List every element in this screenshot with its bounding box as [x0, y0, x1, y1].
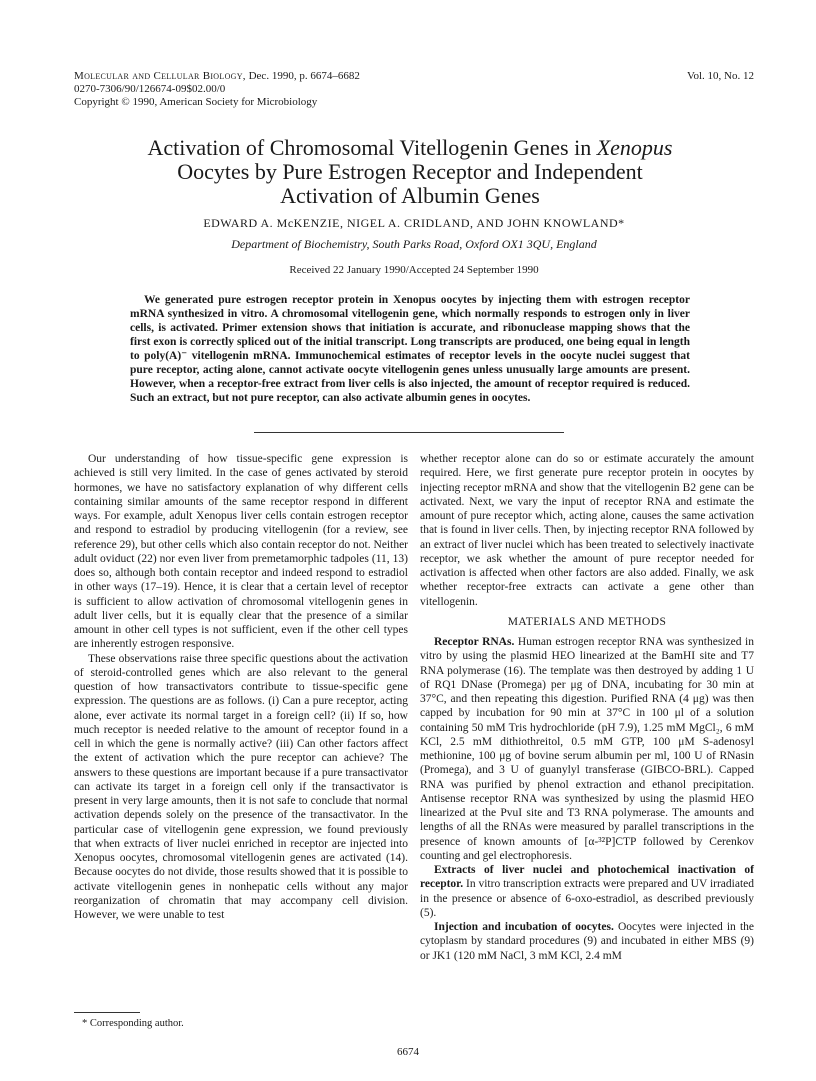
- journal-name: Molecular and Cellular Biology,: [74, 70, 246, 82]
- run-in-heading: Injection and incubation of oocytes.: [434, 921, 614, 933]
- paragraph: These observations raise three specific questions about the activation of steroid-controlled genes which are also relevant to the general question of how transactivators contribute to tissue-specific gene expression. The questions are as follows. (i) Can a pure receptor, acting alone, ever activate its normal target in a foreign cell? (ii) If so, how much receptor is needed relative to the amount of receptor found in a cell in which the gene is normally active? (iii) Can other factors affect the extent of activation which the pure receptor can achieve? The answers to these questions are important because if a pure transactivator can activate its target in a foreign cell only if the transactivator is present in very large amounts, then it is not safe to conclude that normal activation depends solely on the presence of the transactivator. In the particular case of vitellogenin gene expression, we found previously that when extracts of liver nuclei enriched in receptor are injected into Xenopus oocytes, chromosomal vitellogenin genes are activated (14). Because oocytes do not divide, those results showed that it is possible to activate vitellogenin genes in nonhepatic cells without any major reorganization of chromatin that may accompany cell division. However, we were unable to test: [74, 652, 408, 921]
- footnote: * Corresponding author.: [82, 1018, 184, 1029]
- column-right: [420, 452, 754, 963]
- abstract-divider: [254, 432, 564, 433]
- issn-line: 0270-7306/90/126674-09$02.00/0: [74, 83, 226, 95]
- column-left: [74, 452, 408, 922]
- paragraph-injection: [420, 920, 754, 963]
- run-in-heading: Extracts of liver nuclei and photochemical inactivation of receptor.: [420, 864, 754, 891]
- footnote-rule: [74, 1012, 140, 1013]
- volume-number: Vol. 10, No. 12: [686, 70, 754, 82]
- copyright-line: Copyright © 1990, American Society for Microbiology: [74, 96, 318, 108]
- title-part-2: Oocytes by Pure Estrogen Receptor and Independent: [177, 159, 643, 184]
- paragraph-text: In vitro transcription extracts were prepared and UV irradiated in the presence or absence of 6-oxo-estradiol, as described previously (5).: [420, 878, 754, 919]
- page-number: 6674: [397, 1046, 419, 1058]
- received-dates: Received 22 January 1990/Accepted 24 September 1990: [289, 264, 539, 276]
- title-part-1: Activation of Chromosomal Vitellogenin Genes in: [147, 135, 597, 160]
- title-part-3: Activation of Albumin Genes: [280, 183, 540, 208]
- issue-date-pages: Dec. 1990, p. 6674–6682: [248, 70, 360, 82]
- paragraph: Our understanding of how tissue-specific gene expression is achieved is still very limited. In the case of genes activated by steroid hormones, we have no satisfactory explanation of why different cells containing similar amounts of the same receptor respond in different ways. For example, adult Xenopus liver cells contain estrogen receptor and respond to estradiol by producing vitellogenin (for a review, see reference 29), but other cells which also contain receptor do not. Neither adult oviduct (22) nor even liver from premetamorphic tadpoles (11, 13) does so, although both contain receptor and indeed respond to estradiol in other ways (17–19). Hence, it is clear that a certain level of receptor is sufficient to allow activation of chromosomal vitellogenin genes in adult liver cells, but it is equally clear that the presence of a similar amount in other cell types is not sufficient, even if the other cell types are inherently estrogen responsive.: [74, 453, 408, 651]
- paragraph: whether receptor alone can do so or estimate accurately the amount required. Here, we first generate pure receptor protein in oocytes by injecting receptor mRNA and show that the vitellogenin B2 gene can be activated. Next, we vary the input of receptor RNA and estimate the amount of pure receptor which, acting alone, causes the same activation that is found in liver cells. Then, by injecting receptor RNA followed by an extract of liver nuclei which has been treated to selectively inactivate receptor, we ask whether the amount of pure receptor needed for activation is affected when other factors are also added. Finally, we ask whether receptor-free extracts can activate a gene other than vitellogenin.: [420, 453, 754, 608]
- running-header: [74, 70, 360, 109]
- run-in-heading: Receptor RNAs.: [434, 636, 515, 648]
- paragraph-text: Oocytes were injected in the cytoplasm by standard procedures (9) and incubated in either MBS (9) or JK1 (120 mM NaCl, 3 mM KCl, 2.4 mM: [420, 921, 755, 962]
- article-title: [80, 136, 740, 208]
- author-list: EDWARD A. McKENZIE, NIGEL A. CRIDLAND, AND JOHN KNOWLAND*: [203, 216, 625, 230]
- title-italic-species: Xenopus: [596, 135, 673, 160]
- paragraph-extracts: [420, 863, 754, 920]
- paragraph-receptor-rnas: [420, 635, 754, 863]
- abstract: We generated pure estrogen receptor protein in Xenopus oocytes by injecting them with estrogen receptor mRNA synthesized in vitro. A chromosomal vitellogenin gene, which normally responds to estrogen only in liver cells, is activated. Primer extension shows that initiation is accurate, and ribonuclease mapping shows that the first exon is correctly spliced out of the initial transcript. Long transcripts are produced, one being equal in length to poly(A)⁻ vitellogenin mRNA. Immunochemical estimates of receptor levels in the oocyte nuclei suggest that pure receptor, acting alone, cannot activate oocyte vitellogenin genes unless unusually large amounts are present. However, when a receptor-free extract from liver cells is also injected, the amount of receptor required is reduced. Such an extract, but not pure receptor, can also activate albumin genes in oocytes.: [130, 294, 690, 404]
- affiliation: Department of Biochemistry, South Parks Road, Oxford OX1 3QU, England: [231, 237, 597, 251]
- section-heading: MATERIALS AND METHODS: [507, 615, 667, 628]
- paragraph-text: Human estrogen receptor RNA was synthesized in vitro by using the plasmid HEO linearized at the BamHI site and T7 RNA polymerase (16). The template was then destroyed by adding 1 U of RQ1 DNase (Promega) per μg of DNA, incubating for 30 min at 37°C, and then repeating this digestion. Purified RNA (4 μg) was then capped by incubation for 90 min at 37°C in 100 μl of a solution containing 50 mM Tris hydrochloride (pH 7.9), 1.25 mM MgCl₂, 6 mM KCl, 2.5 mM dithiothreitol, 0.5 mM GTP, 100 μM S-adenosyl methionine, 100 μg of bovine serum albumin per ml, 100 U of RNasin (Promega), and 3 U of guanylyl transferase (GIBCO-BRL). Capped RNA was purified by phenol extraction and ethanol precipitation. Antisense receptor RNA was synthesized by using the plasmid HEO linearized at the PvuI site and T3 RNA polymerase. The amounts and lengths of all the RNAs were measured by parallel transcriptions in the presence of known amounts of [α-³²P]CTP followed by Cerenkov counting and gel electrophoresis.: [420, 636, 754, 862]
